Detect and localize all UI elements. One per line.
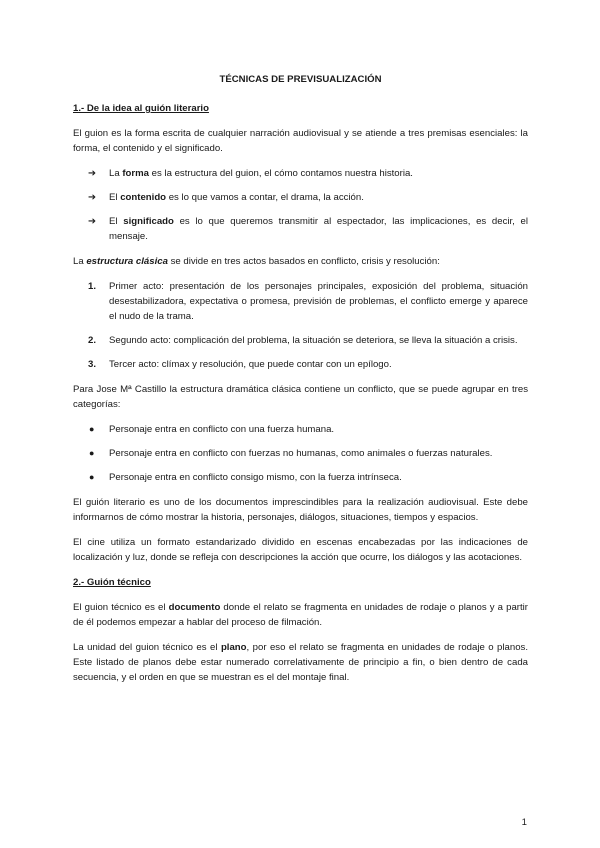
arrow-icon: ➔ (88, 168, 97, 179)
tecnico-paragraph-1 (73, 600, 528, 630)
bold-term: significado (123, 216, 174, 227)
list-item (73, 446, 528, 461)
text-fragment: La unidad del guion técnico es el (73, 642, 221, 653)
document-title: TÉCNICAS DE PREVISUALIZACIÓN (219, 74, 382, 85)
text-fragment: El guion técnico es el (73, 602, 169, 613)
list-item (73, 279, 528, 324)
bullet-icon: ● (89, 448, 95, 458)
bold-term: documento (168, 602, 221, 613)
tecnico-paragraph-2 (73, 640, 528, 685)
acts-list (73, 279, 528, 372)
page-number: 1 (521, 817, 527, 828)
list-item (73, 166, 528, 181)
list-item (73, 190, 528, 205)
arrow-icon: ➔ (88, 192, 97, 203)
castillo-paragraph: Para Jose Mª Castillo la estructura dramática clásica contiene un conflicto, que se puede agrupar en tres categorías: (73, 384, 528, 410)
categories-list (73, 422, 528, 485)
literario-paragraph: El guión literario es uno de los documentos imprescindibles para la realización audiovisual. Este debe informarnos de cómo mostrar la historia, personajes, diálogos, situaciones, tiempos y espacios. (73, 497, 528, 523)
text-fragment: El (109, 216, 124, 227)
list-item (73, 470, 528, 485)
bullet-icon: ● (89, 472, 95, 482)
premises-list (73, 166, 528, 244)
section-heading-2: 2.- Guión técnico (73, 577, 151, 588)
list-number: 1. (88, 281, 97, 292)
section-heading-1: 1.- De la idea al guión literario (73, 103, 209, 114)
structure-paragraph (73, 254, 528, 269)
text-fragment: es lo que vamos a contar, el drama, la acción. (166, 192, 364, 203)
list-item-text: Primer acto: presentación de los personajes principales, exposición del problema, situación desestabilizadora, expectativa o promesa, previsión de problemas, el conflicto emerge y aparece el nudo de la trama. (109, 281, 528, 322)
list-number: 2. (88, 335, 97, 346)
bold-term: contenido (120, 192, 167, 203)
text-fragment: La (109, 168, 123, 179)
text-fragment: donde el relato se fragmenta en unidades de rodaje o planos y a partir de él podemos empezar a hablar del proceso de filmación. (73, 602, 528, 628)
list-item-text: Personaje entra en conflicto con una fuerza humana. (109, 424, 335, 435)
text-fragment: La (73, 256, 87, 267)
list-number: 3. (88, 359, 97, 370)
text-fragment: es la estructura del guion, el cómo contamos nuestra historia. (149, 168, 413, 179)
intro-paragraph: El guion es la forma escrita de cualquier narración audiovisual y se atiende a tres premisas esenciales: la forma, el contenido y el significado. (73, 128, 528, 154)
bold-term: forma (122, 168, 149, 179)
list-item (73, 214, 528, 244)
text-fragment: es lo que queremos transmitir al espectador, las implicaciones, es decir, el mensaje. (109, 216, 529, 242)
bold-term: plano (220, 642, 247, 653)
bullet-icon: ● (89, 424, 95, 434)
text-fragment: se divide en tres actos basados en conflicto, crisis y resolución: (167, 256, 440, 267)
list-item (73, 422, 528, 437)
list-item-text: Personaje entra en conflicto con fuerzas no humanas, como animales o fuerzas naturales. (109, 448, 493, 459)
text-fragment: El (109, 192, 121, 203)
emphasis-term: estructura clásica (86, 256, 168, 267)
cine-paragraph: El cine utiliza un formato estandarizado dividido en escenas encabezadas por las indicaciones de localización y luz, donde se refleja con descripciones la acción que ocurre, los diálogos y las acotaciones. (73, 537, 528, 563)
list-item (73, 333, 528, 348)
arrow-icon: ➔ (88, 216, 97, 227)
text-fragment: , por eso el relato se fragmenta en unidades de rodaje o planos. Este listado de planos debe estar numerado correlativamente de principio a fin, o bien dentro de cada secuencia, y el orden en que se muestran es el del montaje final. (73, 642, 528, 683)
list-item-text: Personaje entra en conflicto consigo mismo, con la fuerza intrínseca. (109, 472, 402, 483)
list-item (73, 357, 528, 372)
list-item-text: Tercer acto: clímax y resolución, que puede contar con un epílogo. (109, 359, 392, 370)
list-item-text: Segundo acto: complicación del problema, la situación se deteriora, se lleva la situación a crisis. (109, 335, 518, 346)
